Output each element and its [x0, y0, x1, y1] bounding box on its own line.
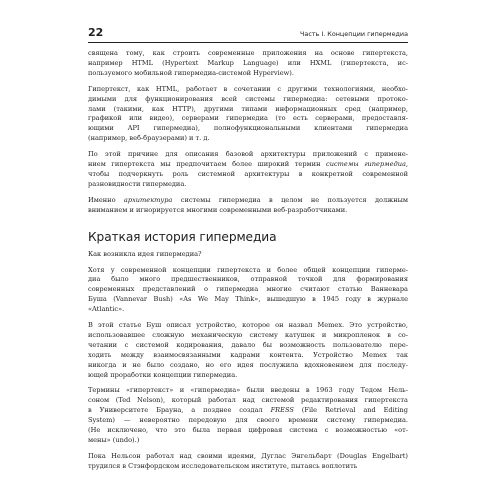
paragraph [88, 196, 408, 216]
text-line: System) — невероятно передовую для своего времени систему гипермедиа. [88, 416, 408, 425]
paragraph [88, 266, 408, 316]
section-heading: Краткая история гипермедиа [88, 229, 277, 244]
section-paragraphs [88, 250, 408, 472]
text-line: Буша (Vannevar Bush) «As We May Think», вышедшую в 1945 году в журнале [88, 295, 408, 304]
text-line: использовавшее сложную механическую систему катушек и микропленок в со- [88, 330, 408, 339]
text-line: графикой или видео), серверами гипермедиа (то есть серверами, предоставля- [88, 114, 408, 123]
text-line: ющей проработки концепции гипермедиа. [88, 370, 238, 379]
text-line: Термины «гипертекст» и «гипермедиа» были введены в 1963 году Тедом Нель- [88, 386, 408, 395]
text-line: В этой статье Буш описал устройство, которое он назвал Memex. Это устройство, [88, 321, 408, 330]
text-line: священа тому, как строить современные приложения на основе гипертекста, [88, 49, 408, 57]
text-line: димыми для функционирования всей системы гипермедиа: сетевыми протоко- [88, 94, 408, 103]
text-line: «Atlantic». [88, 305, 125, 314]
text-line: Хотя у современной концепции гипертекста и более общей концепции гиперме- [88, 265, 408, 274]
text-line: ющими API гипермедиа), полнофункциональными клиентами гипермедиа [88, 124, 408, 133]
text-line: никогда и не было создано, но его идея послужила вдохновением для последу- [88, 360, 408, 369]
text-line: ходить между взаимосвязанными кадрами контента. Устройство Memex так [88, 350, 408, 359]
text-line: вниманием и игнорируется многими современными веб-разработчиками. [88, 205, 348, 214]
text-line: разновидности гипермедиа. [88, 179, 187, 188]
paragraph [88, 49, 408, 79]
text-line: Именно архитектура системы гипермедиа в целом не пользуется должным [88, 195, 408, 204]
text-line: соном (Ted Nelson), который работал над системой редактирования гипертекста [88, 396, 408, 405]
text-line: По этой причине для описания базовой архитектуры приложений с примене- [88, 150, 408, 159]
page-number: 22 [88, 26, 104, 39]
text-line: лами (такими, как HTTP), другими типами информационных сред (например, [88, 104, 408, 113]
paragraph [88, 85, 408, 144]
text-line: Гипертекст, как HTML, работает в сочетании с другими технологиями, необхо- [88, 84, 408, 93]
running-head [88, 26, 408, 43]
text-line: диа было много предшественников, отправной точкой для формирования [88, 275, 408, 284]
paragraph [88, 452, 408, 472]
book-page [88, 26, 408, 478]
text-line: трудился в Стэнфордском исследовательском институте, пытаясь воплотить [88, 461, 358, 470]
text-line: четании с системой кодирования, давало бы возможность пользователю пере- [88, 340, 408, 349]
text-line: Как возникла идея гипермедиа? [88, 249, 202, 258]
paragraph [88, 386, 408, 445]
page-body [88, 49, 408, 472]
text-line: пользуемого мобильной гипермедиа-системой Hyperview). [88, 68, 294, 77]
paragraph [88, 321, 408, 380]
paragraph [88, 250, 408, 260]
text-line: нием гипертекста мы предпочитаем более широкий термин системы гипермедиа, [88, 160, 408, 169]
text-line: например HTML (Hypertext Markup Language) или HXML (гипертекста, ис- [88, 58, 408, 67]
chapter-title: Часть I. Концепции гипермедиа [300, 30, 408, 38]
paragraph [88, 150, 408, 190]
text-line: в Университете Брауна, а позднее создал FRESS (File Retrieval and Editing [88, 406, 408, 415]
intro-paragraphs [88, 49, 408, 216]
text-line: чтобы подчеркнуть роль системной архитектуры в конкретной современной [88, 169, 408, 178]
text-line: мены» (undo).) [88, 436, 140, 444]
text-line: (например, веб-браузерами) и т. д. [88, 134, 210, 143]
text-line: (Не исключено, что это была первая цифровая система с возможностью «от- [88, 426, 408, 435]
text-line: Пока Нельсон работал над своими идеями, Дуглас Энгельбарт (Douglas Engelbart) [88, 451, 408, 460]
text-line: современных представлений о гипермедиа многие считают статью Ванневара [88, 285, 408, 294]
